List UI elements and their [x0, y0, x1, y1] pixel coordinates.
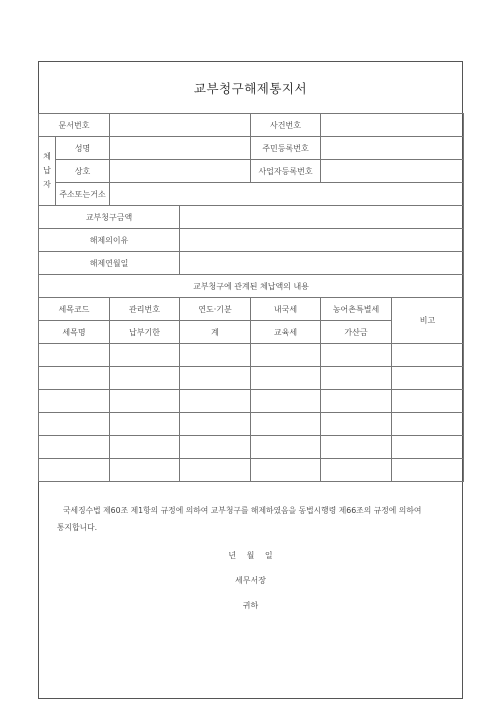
table-cell[interactable]	[180, 413, 251, 436]
business-reg-no-field[interactable]	[321, 160, 464, 183]
table-cell[interactable]	[39, 413, 110, 436]
col-rural-special-tax: 농어촌특별세	[321, 298, 392, 321]
table-cell[interactable]	[321, 344, 392, 367]
address-field[interactable]	[110, 183, 464, 206]
address-label: 주소또는거소	[56, 183, 110, 206]
office-line: 세무서장	[235, 576, 266, 585]
cancel-reason-label: 해제의이유	[39, 229, 180, 252]
col-management-no: 관리번호	[110, 298, 180, 321]
form-frame	[38, 61, 463, 699]
table-cell[interactable]	[251, 390, 321, 413]
col-tax-name: 세목명	[39, 321, 110, 344]
table-cell[interactable]	[110, 436, 180, 459]
table-cell[interactable]	[110, 367, 180, 390]
resident-reg-no-field[interactable]	[321, 137, 464, 160]
table-cell[interactable]	[321, 390, 392, 413]
table-cell[interactable]	[321, 367, 392, 390]
col-tax-code: 세목코드	[39, 298, 110, 321]
table-cell[interactable]	[251, 459, 321, 482]
table-cell[interactable]	[251, 436, 321, 459]
table-cell[interactable]	[321, 459, 392, 482]
trade-name-label: 상호	[56, 160, 110, 183]
table-row	[39, 436, 464, 459]
cancel-date-label: 해제연월일	[39, 252, 180, 275]
cancel-reason-field[interactable]	[180, 229, 464, 252]
table-cell[interactable]	[110, 413, 180, 436]
table-cell[interactable]	[251, 413, 321, 436]
notice-text: 국세징수법 제60조 제1항의 규정에 의하여 교부청구를 해제하였음을 동법시행령 제66조의 규정에 의하여 통지합니다.	[57, 506, 422, 532]
col-year-period: 연도·기분	[180, 298, 251, 321]
table-cell[interactable]	[39, 367, 110, 390]
taxpayer-label	[39, 137, 56, 206]
data-rows	[39, 344, 464, 482]
claim-amount-field[interactable]	[180, 206, 464, 229]
case-no-label: 사건번호	[251, 114, 321, 137]
table-row	[39, 390, 464, 413]
table-cell[interactable]	[110, 390, 180, 413]
col-penalty: 가산금	[321, 321, 392, 344]
section-header: 교부청구에 관계된 체납액의 내용	[39, 275, 464, 298]
name-field[interactable]	[110, 137, 251, 160]
form-footer	[39, 502, 462, 611]
case-no-field[interactable]	[321, 114, 464, 137]
trade-name-field[interactable]	[110, 160, 251, 183]
table-cell[interactable]	[392, 436, 464, 459]
table-cell[interactable]	[392, 413, 464, 436]
table-cell[interactable]	[180, 390, 251, 413]
col-education-tax: 교육세	[251, 321, 321, 344]
table-cell[interactable]	[251, 367, 321, 390]
col-domestic-tax: 내국세	[251, 298, 321, 321]
taxpayer-char-1: 체	[43, 152, 51, 161]
cancel-date-field[interactable]	[180, 252, 464, 275]
table-cell[interactable]	[110, 459, 180, 482]
table-cell[interactable]	[180, 459, 251, 482]
table-cell[interactable]	[180, 344, 251, 367]
table-cell[interactable]	[392, 390, 464, 413]
taxpayer-char-2: 납	[43, 166, 51, 175]
table-cell[interactable]	[180, 367, 251, 390]
claim-amount-label: 교부청구금액	[39, 206, 180, 229]
resident-reg-no-label: 주민등록번호	[251, 137, 321, 160]
col-remarks: 비고	[392, 298, 464, 344]
business-reg-no-label: 사업자등록번호	[251, 160, 321, 183]
table-row	[39, 344, 464, 367]
name-label: 성명	[56, 137, 110, 160]
table-cell[interactable]	[251, 344, 321, 367]
table-cell[interactable]	[392, 459, 464, 482]
form-title: 교부청구해제통지서	[193, 81, 308, 96]
table-cell[interactable]	[39, 344, 110, 367]
taxpayer-char-3: 자	[43, 180, 51, 189]
table-cell[interactable]	[39, 436, 110, 459]
table-cell[interactable]	[321, 413, 392, 436]
col-due-date: 납부기한	[110, 321, 180, 344]
doc-no-field[interactable]	[110, 114, 251, 137]
form-table	[38, 113, 464, 482]
table-cell[interactable]	[392, 367, 464, 390]
table-cell[interactable]	[39, 390, 110, 413]
table-cell[interactable]	[392, 344, 464, 367]
table-row	[39, 367, 464, 390]
col-total: 계	[180, 321, 251, 344]
table-row	[39, 413, 464, 436]
table-row	[39, 459, 464, 482]
table-cell[interactable]	[321, 436, 392, 459]
date-line: 년 월 일	[228, 551, 273, 560]
table-cell[interactable]	[39, 459, 110, 482]
doc-no-label: 문서번호	[39, 114, 110, 137]
honorific-line: 귀하	[242, 601, 259, 610]
table-cell[interactable]	[110, 344, 180, 367]
table-cell[interactable]	[180, 436, 251, 459]
